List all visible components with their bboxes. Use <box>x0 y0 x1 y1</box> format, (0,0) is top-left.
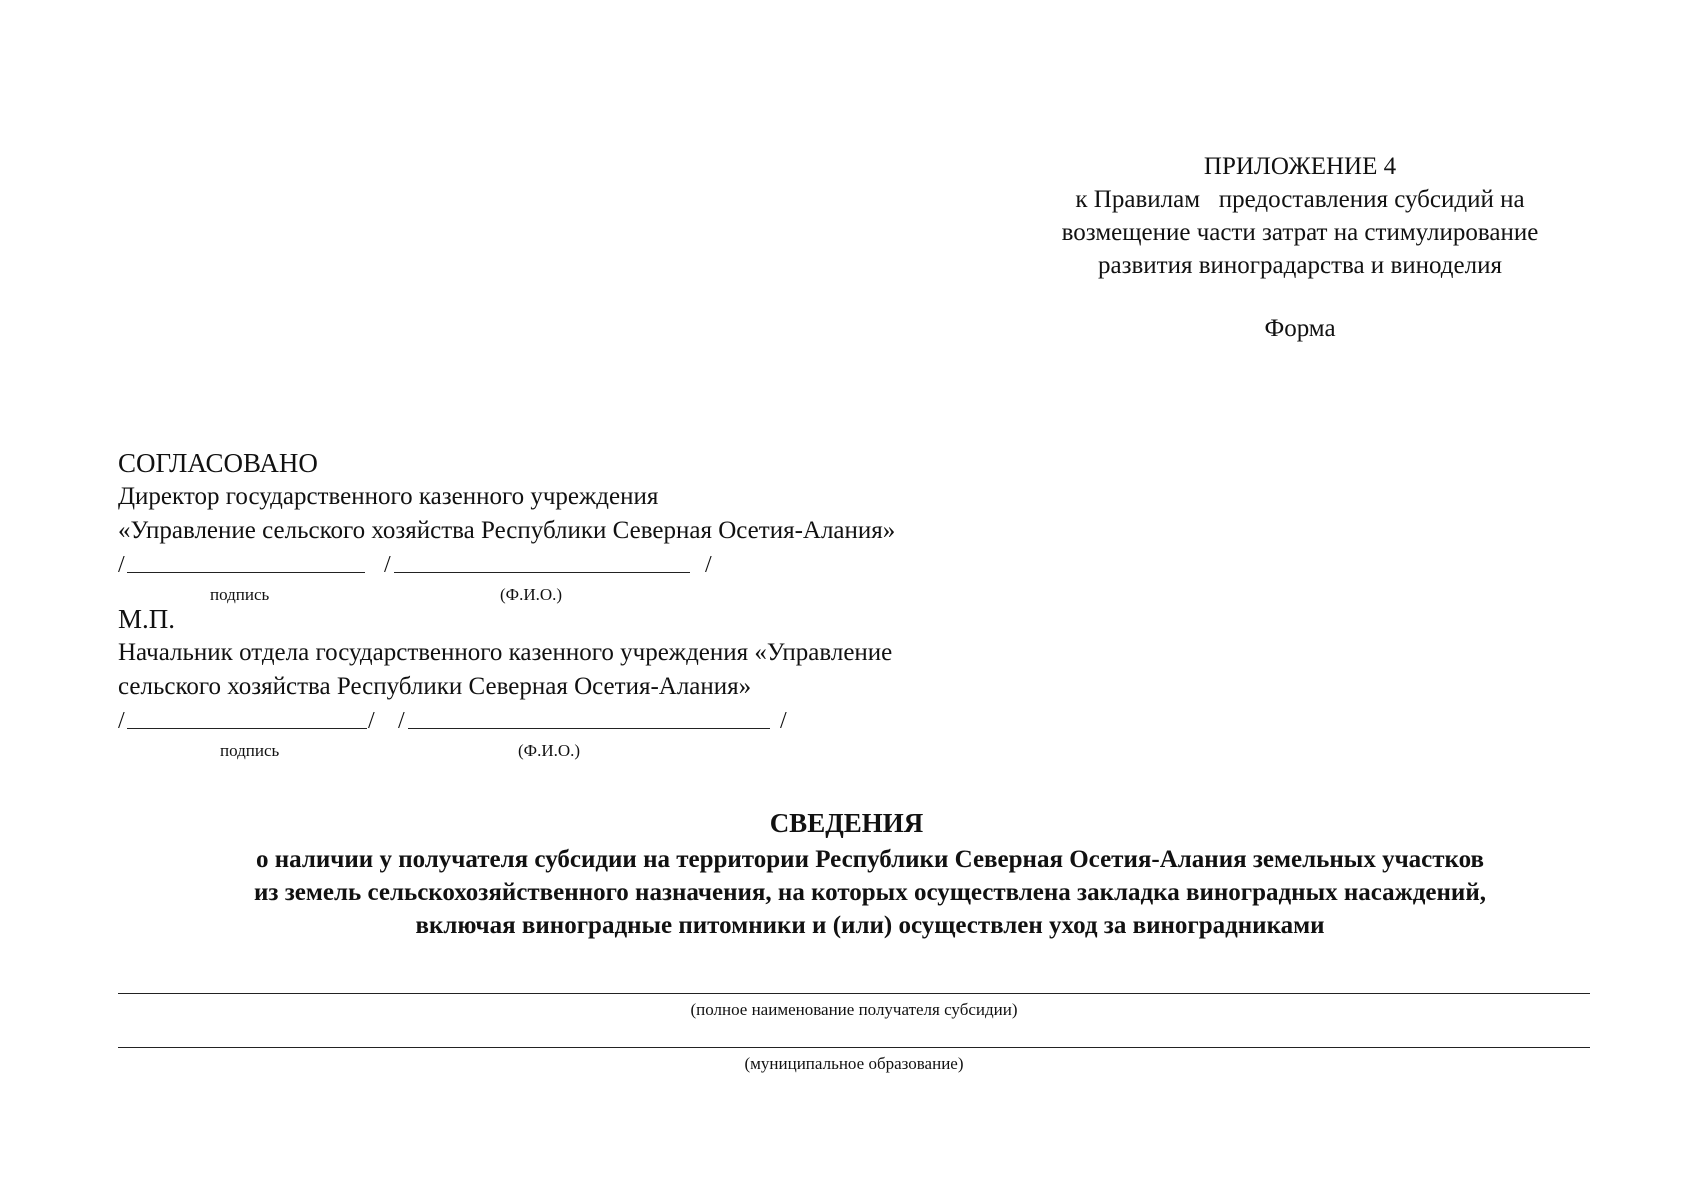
head-fio-line[interactable] <box>408 728 770 729</box>
stamp-label: М.П. <box>118 604 176 634</box>
director-signature-line[interactable] <box>127 572 365 573</box>
head-title-line-1: Начальник отдела государственного казенного учреждения «Управление <box>118 639 893 666</box>
slash: / <box>118 552 125 578</box>
fio-caption: (Ф.И.О.) <box>500 585 563 604</box>
slash: / <box>398 708 405 734</box>
head-signature-line[interactable] <box>127 728 367 729</box>
recipient-name-caption: (полное наименование получателя субсидии) <box>690 1000 1018 1019</box>
document-subtitle <box>140 843 1600 942</box>
municipality-field[interactable] <box>118 1047 1590 1048</box>
director-fio-line[interactable] <box>394 572 690 573</box>
agreed-label: СОГЛАСОВАНО <box>118 448 318 478</box>
approval-block <box>118 446 895 758</box>
slash: / <box>384 552 391 578</box>
director-caption-row <box>118 578 895 602</box>
fio-caption: (Ф.И.О.) <box>518 741 581 760</box>
appendix-header <box>1010 150 1590 345</box>
recipient-name-field[interactable] <box>118 993 1590 994</box>
signature-caption: подпись <box>220 741 280 760</box>
slash: / <box>780 708 787 734</box>
slash: / <box>368 708 375 734</box>
slash: / <box>118 708 125 734</box>
document-title: СВЕДЕНИЯ <box>769 808 924 838</box>
slash: / <box>705 552 712 578</box>
appendix-line-1: к Правилам предоставления субсидий на <box>1075 186 1525 213</box>
municipality-caption: (муниципальное образование) <box>744 1054 964 1073</box>
appendix-heading: ПРИЛОЖЕНИЕ 4 <box>1203 153 1397 180</box>
head-title-line-2: сельского хозяйства Республики Северная Осетия-Алания» <box>118 673 752 700</box>
subtitle-line-1: о наличии у получателя субсидии на территории Республики Северная Осетия-Алания земельных участков <box>255 846 1484 873</box>
appendix-line-3: развития виноградарства и виноделия <box>1098 252 1502 279</box>
head-signature-row <box>118 704 895 734</box>
signature-caption: подпись <box>210 585 270 604</box>
subtitle-line-2: из земель сельскохозяйственного назначения, на которых осуществлена закладка виноградных насаждений, <box>254 879 1486 906</box>
director-signature-row <box>118 548 895 578</box>
director-title-line-1: Директор государственного казенного учреждения <box>118 483 659 510</box>
director-title-line-2: «Управление сельского хозяйства Республики Северная Осетия-Алания» <box>118 517 896 544</box>
form-label: Форма <box>1264 315 1336 342</box>
subtitle-line-3: включая виноградные питомники и (или) осуществлен уход за виноградниками <box>415 912 1325 939</box>
head-caption-row <box>118 734 895 758</box>
appendix-line-2: возмещение части затрат на стимулирование <box>1061 219 1539 246</box>
